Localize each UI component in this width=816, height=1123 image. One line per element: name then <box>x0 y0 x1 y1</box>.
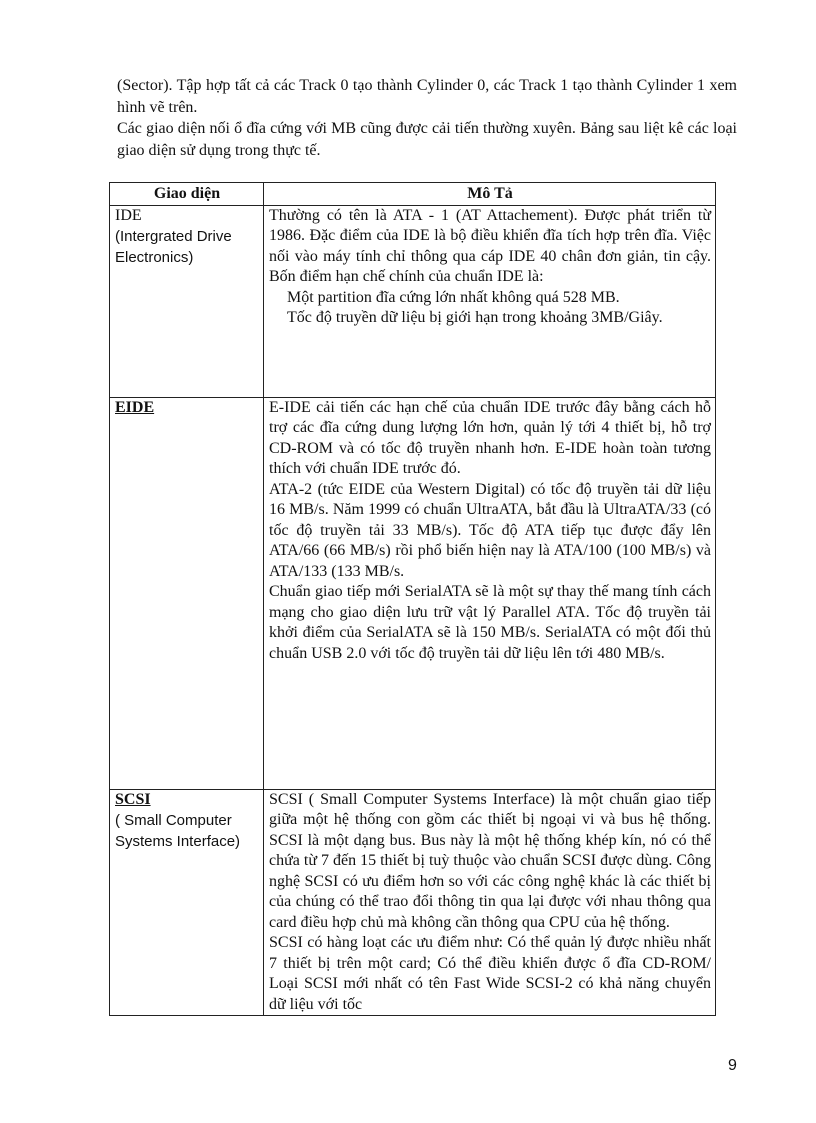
table-row <box>110 205 716 397</box>
description-paragraph: Thường có tên là ATA - 1 (AT Attachement). Được phát triển từ 1986. Đặc điểm của IDE là bộ điều khiển đĩa tích hợp trên đĩa. Việc nối vào máy tính chỉ thông qua cáp IDE 40 chân đơn giản, tin cậy. Bốn điểm hạn chế chính của chuẩn IDE là: <box>269 206 711 285</box>
interface-name: EIDE <box>115 398 155 416</box>
intro-paragraph-1: (Sector). Tập hợp tất cả các Track 0 tạo thành Cylinder 0, các Track 1 tạo thành Cylinder 1 xem hình vẽ trên. <box>117 77 737 116</box>
interface-name: SCSI <box>115 790 151 808</box>
interface-description-cell <box>264 397 716 789</box>
page-number: 9 <box>728 1057 737 1074</box>
description-paragraph: SCSI có hàng loạt các ưu điểm như: Có thể quản lý được nhiều nhất 7 thiết bị trên một card; Có thể điều khiển được ổ đĩa CD-ROM/ Loại SCSI mới nhất có tên Fast Wide SCSI-2 có khả năng chuyển dữ liệu với tốc <box>269 934 711 1013</box>
interface-name-cell <box>110 789 264 1016</box>
description-paragraph: SCSI ( Small Computer Systems Interface) là một chuẩn giao tiếp giữa một hệ thống con gồm các thiết bị ngoại vi và bus hệ thống. SCSI là một dạng bus. Bus này là một hệ thống khép kín, nó có thể chứa từ 7 đến 15 thiết bị tuỳ thuộc vào chuẩn SCSI được dùng. Công nghệ SCSI có ưu điểm hơn so với các công nghệ khác là các thiết bị của chúng có thể trao đổi thông tin qua lại được với nhau thông qua card điều hợp chủ mà không cần thông qua CPU của hệ thống. <box>269 790 711 931</box>
header-description: Mô Tả <box>264 183 716 206</box>
interface-description-cell <box>264 205 716 397</box>
interface-name: IDE <box>115 206 142 224</box>
table-row <box>110 789 716 1016</box>
header-interface: Giao diện <box>110 183 264 206</box>
table-header-row <box>110 183 716 206</box>
interface-fullname: (Intergrated Drive Electronics) <box>115 228 232 266</box>
description-paragraph: Chuẩn giao tiếp mới SerialATA sẽ là một sự thay thế mang tính cách mạng cho giao diện lưu trữ vật lý Parallel ATA. Tốc độ truyền tải khởi điểm của SerialATA sẽ là 150 MB/s. SerialATA có một đối thủ chuẩn USB 2.0 với tốc độ truyền tải dữ liệu lên tới 480 MB/s. <box>269 583 711 662</box>
description-paragraph: Một partition đĩa cứng lớn nhất không quá 528 MB. <box>287 288 620 306</box>
interface-name-cell <box>110 397 264 789</box>
intro-text <box>117 75 737 161</box>
intro-paragraph-2: Các giao diện nối ổ đĩa cứng với MB cũng được cải tiến thường xuyên. Bảng sau liệt kê các loại giao diện sử dụng trong thực tế. <box>117 120 737 159</box>
description-paragraph: Tốc độ truyền dữ liệu bị giới hạn trong khoảng 3MB/Giây. <box>287 309 663 326</box>
interface-fullname: ( Small Computer Systems Interface) <box>115 812 241 850</box>
table-row <box>110 397 716 789</box>
interface-description-cell <box>264 789 716 1016</box>
description-paragraph: E-IDE cải tiến các hạn chế của chuẩn IDE trước đây bằng cách hỗ trợ các đĩa cứng dung lượng lớn hơn, quản lý tới 4 thiết bị, hỗ trợ CD-ROM và có tốc độ truyền nhanh hơn. E-IDE hoàn toàn tương thích với chuẩn IDE trước đó. <box>269 398 711 477</box>
interface-name-cell <box>110 205 264 397</box>
description-paragraph: ATA-2 (tức EIDE của Western Digital) có tốc độ truyền tải dữ liệu 16 MB/s. Năm 1999 có chuẩn UltraATA, bắt đầu là UltraATA/33 (có tốc độ truyền tải 33 MB/s). Tốc độ ATA tiếp tục được đẩy lên ATA/66 (66 MB/s) rồi phổ biến hiện nay là ATA/100 (100 MB/s) và ATA/133 (133 MB/s. <box>269 480 711 580</box>
interface-table <box>109 182 716 1016</box>
